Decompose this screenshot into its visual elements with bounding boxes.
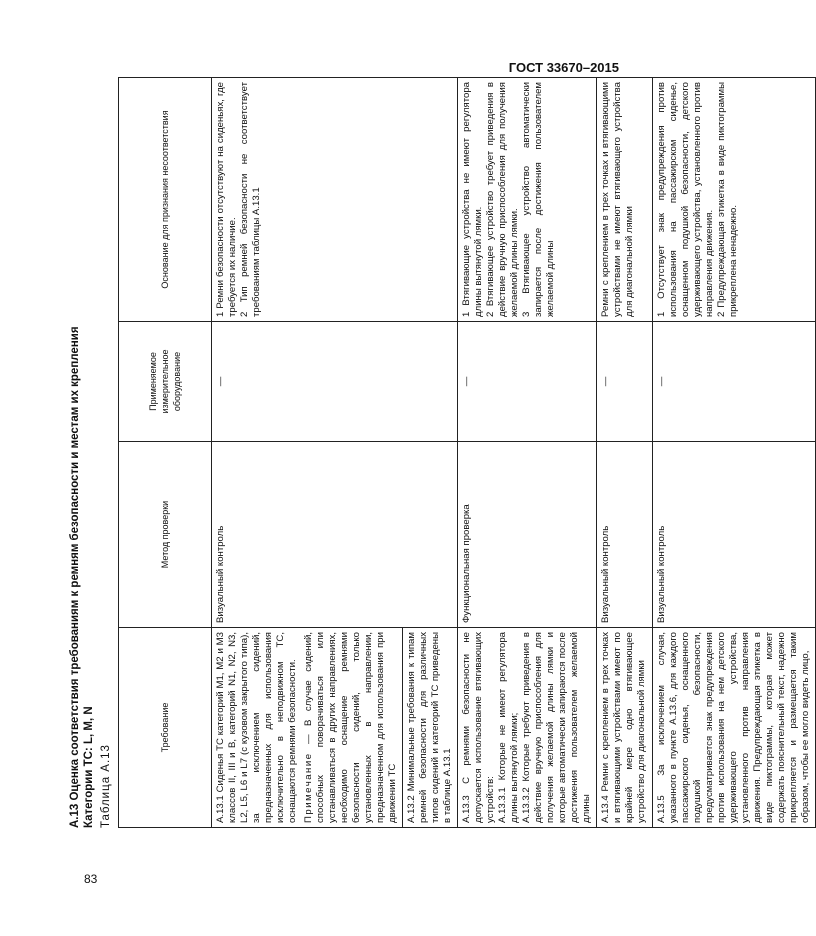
grounds-cell: 1 Отсутствует знак предупреждения против использования на пассажирском сиденье, оснащенном подушкой безопасности, детского удерживающего устройства, установленного против направления движения. 2 Предупреждающая этикетка в виде пиктограммы прикреплена ненадежно. (653, 78, 816, 322)
table-header-row (119, 78, 212, 828)
table-row (653, 78, 816, 828)
requirement-cell: А.13.4 Ремни с креплением в трех точках и втягивающими устройствами имеют по крайней мере одно втягивающее устройство для диагональной лямки (597, 628, 653, 828)
section-title (68, 326, 96, 828)
header-equipment: Применяемое измерительное оборудование (119, 322, 212, 442)
table-row (212, 78, 458, 828)
grounds-cell: Ремни с креплением в трех точках и втягивающими устройствами не имеют втягивающего устройства для диагональной лямки (597, 78, 653, 322)
note-label: Примечание (303, 752, 314, 823)
conformity-table (118, 77, 816, 828)
equipment-cell: — (212, 322, 458, 442)
grounds-cell: 1 Ремни безопасности отсутствуют на сиденьях, где требуется их наличие. 2 Тип ремней безопасности не соответствует требованиям таблицы А.13.1 (212, 78, 458, 322)
equipment-cell: — (597, 322, 653, 442)
standard-number: ГОСТ 33670–2015 (508, 60, 619, 75)
header-requirement: Требование (119, 628, 212, 828)
requirement-note (303, 632, 399, 823)
method-cell: Визуальный контроль (653, 442, 816, 628)
method-cell: Визуальный контроль (597, 442, 653, 628)
requirement-cell: А.13.5 За исключением случая, указанного в пункте А.13.6, для каждого пассажирского сиденья, оснащенного подушкой безопасности, предусматривается знак предупреждения против использования на нем детского удерживающего устройства, установленного против направления движения. Предупреждающая этикетка в виде пиктограммы, которая может содержать пояснительный текст, надежно прикрепляется и размещается таким образом, чтобы ее могло видеть лицо, (653, 628, 816, 828)
header-method: Метод проверки (119, 442, 212, 628)
table-row (597, 78, 653, 828)
section-title-line2: Категории ТС: L, M, N (83, 706, 95, 828)
grounds-cell: 1 Втягивающие устройства не имеют регулятора длины вытянутой лямки. 2 Втягивающее устройство требует приведения в действие вручную приспособления для получения желаемой длины лямки. 3 Втягивающее устройство автоматически запирается после достижения пользователем желаемой длины (458, 78, 597, 322)
table-row (458, 78, 597, 828)
rotated-table-area (66, 68, 811, 848)
table-caption: Таблица А.13 (100, 744, 112, 828)
header-grounds: Основание для признания несоответствия (119, 78, 212, 322)
method-cell: Функциональная проверка (458, 442, 597, 628)
requirement-cell: А.13.3 С ремнями безопасности не допускается использование втягивающих устройств: А.13.3.1 Которые не имеют регулятора длины вытянутой лямки; А.13.3.2 Которые требуют приведения в действие вручную приспособления для получения желаемой длины лямки и которые автоматически запираются после достижения пользователем желаемой длины (458, 628, 597, 828)
note-text: — В случае сидений, способных поворачиваться или устанавливаться в других направлениях, необходимо оснащение ремнями безопасности сидений, только установленных в направлении, предназначенном для использования при движении ТС (303, 632, 398, 823)
page-number: 83 (84, 872, 98, 886)
method-cell: Визуальный контроль (212, 442, 458, 628)
equipment-cell: — (458, 322, 597, 442)
requirement-text-2: А.13.2 Минимальные требования к типам ремней безопасности для различных типов сидений и категорий ТС приведены в таблице А.13.1 (406, 632, 453, 823)
requirement-cell (212, 628, 458, 828)
requirement-text: А.13.1 Сиденья ТС категорий М1, М2 и М3 классов II, III и В, категорий N1, N2, N3, L2, L5, L6 и L7 (с кузовом закрытого типа), за исключением сидений, предназначенных для использования исключительно в неподвижном ТС, оснащаются ремнями безопасности. (215, 632, 298, 823)
section-title-line1: А.13 Оценка соответствия требованиям к ремням безопасности и местам их крепления (69, 326, 81, 828)
equipment-cell: — (653, 322, 816, 442)
